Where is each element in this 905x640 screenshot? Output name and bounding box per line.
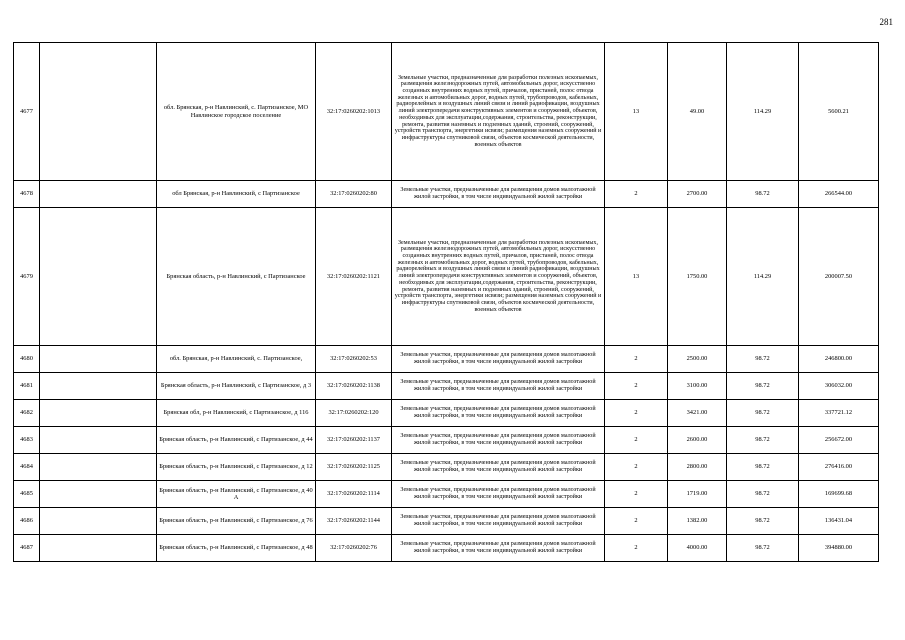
permitted-use-cell: Земельные участки, предназначенные для размещения домов малоэтажной жилой застройки, в том числе индивидуальной жилой застройки — [392, 427, 605, 454]
empty-cell — [40, 181, 157, 208]
area-cell: 1750.00 — [668, 208, 727, 346]
empty-cell — [40, 208, 157, 346]
cadastral-number-cell: 32:17:0260202:1013 — [316, 43, 392, 181]
empty-cell — [40, 454, 157, 481]
empty-cell — [40, 400, 157, 427]
use-group-cell: 2 — [605, 373, 668, 400]
permitted-use-cell: Земельные участки, предназначенные для размещения домов малоэтажной жилой застройки, в том числе индивидуальной жилой застройки — [392, 181, 605, 208]
address-cell: обл. Брянская, р-н Навлинский, с. Партизанское, МО Навлинское городское поселение — [157, 43, 316, 181]
row-number: 4679 — [14, 208, 40, 346]
area-cell: 2500.00 — [668, 346, 727, 373]
cadastral-number-cell: 32:17:0260202:1137 — [316, 427, 392, 454]
cadastral-value-cell: 306032.00 — [799, 373, 879, 400]
row-number: 4683 — [14, 427, 40, 454]
table-row — [14, 535, 879, 562]
empty-cell — [40, 508, 157, 535]
use-group-cell: 2 — [605, 400, 668, 427]
cadastral-number-cell: 32:17:0260202:1138 — [316, 373, 392, 400]
empty-cell — [40, 346, 157, 373]
area-cell: 3421.00 — [668, 400, 727, 427]
cadastral-number-cell: 32:17:0260202:1144 — [316, 508, 392, 535]
specific-value-cell: 98.72 — [727, 181, 799, 208]
permitted-use-cell: Земельные участки, предназначенные для разработки полезных ископаемых, размещения железнодорожных путей, автомобильных дорог, искусственно созданных внутренних водных путей, причалов, пристаней, полос отвода железных и автомобильных дорог, водных путей, трубопроводов, кабельных, радиорелейных и воздушных линий связи и линий радиофикации, воздушных линий электропередачи конструктивных элементов и сооружений, объектов, необходимых для эксплуатации,содержания, строительства, реконструкции, ремонта, развития наземных и подземных зданий, строений, сооружений, устройств транспорта, энергетики исвязи; размещения наземных сооружений и инфраструктуры спутниковой связи, объектов космической деятельности, военных объектов — [392, 43, 605, 181]
area-cell: 2600.00 — [668, 427, 727, 454]
use-group-cell: 2 — [605, 346, 668, 373]
specific-value-cell: 114.29 — [727, 208, 799, 346]
use-group-cell: 2 — [605, 481, 668, 508]
empty-cell — [40, 43, 157, 181]
row-number: 4685 — [14, 481, 40, 508]
table-row — [14, 346, 879, 373]
area-cell: 49.00 — [668, 43, 727, 181]
row-number: 4687 — [14, 535, 40, 562]
table-row — [14, 43, 879, 181]
use-group-cell: 2 — [605, 181, 668, 208]
address-cell: Брянская область, р-н Навлинский, с Партизанское, д 3 — [157, 373, 316, 400]
cadastral-value-cell: 136431.04 — [799, 508, 879, 535]
address-cell: обл. Брянская, р-н Навлинский, с. Партизанское, — [157, 346, 316, 373]
cadastral-number-cell: 32:17:0260202:76 — [316, 535, 392, 562]
cadastral-number-cell: 32:17:0260202:1114 — [316, 481, 392, 508]
cadastral-number-cell: 32:17:0260202:1121 — [316, 208, 392, 346]
permitted-use-cell: Земельные участки, предназначенные для размещения домов малоэтажной жилой застройки, в том числе индивидуальной жилой застройки — [392, 400, 605, 427]
specific-value-cell: 98.72 — [727, 535, 799, 562]
row-number: 4678 — [14, 181, 40, 208]
address-cell: Брянская обл, р-н Навлинский, с Партизанское, д 116 — [157, 400, 316, 427]
specific-value-cell: 98.72 — [727, 400, 799, 427]
specific-value-cell: 98.72 — [727, 373, 799, 400]
row-number: 4680 — [14, 346, 40, 373]
cadastral-number-cell: 32:17:0260202:1125 — [316, 454, 392, 481]
area-cell: 1719.00 — [668, 481, 727, 508]
cadastral-value-cell: 169699.68 — [799, 481, 879, 508]
table-row — [14, 427, 879, 454]
use-group-cell: 2 — [605, 535, 668, 562]
row-number: 4686 — [14, 508, 40, 535]
table-row — [14, 181, 879, 208]
cadastral-value-cell: 256672.00 — [799, 427, 879, 454]
empty-cell — [40, 481, 157, 508]
use-group-cell: 13 — [605, 208, 668, 346]
permitted-use-cell: Земельные участки, предназначенные для размещения домов малоэтажной жилой застройки, в том числе индивидуальной жилой застройки — [392, 454, 605, 481]
cadastral-value-cell: 337721.12 — [799, 400, 879, 427]
cadastral-number-cell: 32:17:0260202:80 — [316, 181, 392, 208]
specific-value-cell: 98.72 — [727, 508, 799, 535]
empty-cell — [40, 427, 157, 454]
address-cell: Брянская область, р-н Навлинский, с Партизанское, д 40 А — [157, 481, 316, 508]
specific-value-cell: 98.72 — [727, 481, 799, 508]
address-cell: Брянская область, р-н Навлинский, с Партизанское — [157, 208, 316, 346]
specific-value-cell: 98.72 — [727, 454, 799, 481]
cadastral-value-cell: 246800.00 — [799, 346, 879, 373]
area-cell: 2700.00 — [668, 181, 727, 208]
table-row — [14, 508, 879, 535]
area-cell: 2800.00 — [668, 454, 727, 481]
address-cell: Брянская область, р-н Навлинский, с Партизанское, д 12 — [157, 454, 316, 481]
empty-cell — [40, 373, 157, 400]
permitted-use-cell: Земельные участки, предназначенные для разработки полезных ископаемых, размещения железнодорожных путей, автомобильных дорог, искусственно созданных внутренних водных путей, причалов, пристаней, полос отвода железных и автомобильных дорог, водных путей, трубопроводов, кабельных, радиорелейных и воздушных линий связи и линий радиофикации, воздушных линий электропередачи конструктивных элементов и сооружений, объектов, необходимых для эксплуатации,содержания, строительства, реконструкции, ремонта, развития наземных и подземных зданий, строений, сооружений, устройств транспорта, энергетики исвязи; размещения наземных сооружений и инфраструктуры спутниковой связи, объектов космической деятельности, военных объектов — [392, 208, 605, 346]
table-row — [14, 454, 879, 481]
address-cell: обл Брянская, р-н Навлинский, с Партизанское — [157, 181, 316, 208]
cadastral-number-cell: 32:17:0260202:53 — [316, 346, 392, 373]
permitted-use-cell: Земельные участки, предназначенные для размещения домов малоэтажной жилой застройки, в том числе индивидуальной жилой застройки — [392, 481, 605, 508]
area-cell: 3100.00 — [668, 373, 727, 400]
permitted-use-cell: Земельные участки, предназначенные для размещения домов малоэтажной жилой застройки, в том числе индивидуальной жилой застройки — [392, 346, 605, 373]
row-number: 4682 — [14, 400, 40, 427]
permitted-use-cell: Земельные участки, предназначенные для размещения домов малоэтажной жилой застройки, в том числе индивидуальной жилой застройки — [392, 373, 605, 400]
address-cell: Брянская область, р-н Навлинский, с Партизанское, д 76 — [157, 508, 316, 535]
cadastral-value-cell: 394880.00 — [799, 535, 879, 562]
row-number: 4684 — [14, 454, 40, 481]
specific-value-cell: 98.72 — [727, 427, 799, 454]
table-row — [14, 481, 879, 508]
row-number: 4681 — [14, 373, 40, 400]
address-cell: Брянская область, р-н Навлинский, с Партизанское, д 44 — [157, 427, 316, 454]
area-cell: 4000.00 — [668, 535, 727, 562]
specific-value-cell: 98.72 — [727, 346, 799, 373]
cadastral-value-cell: 5600.21 — [799, 43, 879, 181]
table-row — [14, 208, 879, 346]
use-group-cell: 2 — [605, 427, 668, 454]
land-registry-table — [13, 42, 879, 562]
use-group-cell: 2 — [605, 454, 668, 481]
page-number: 281 — [879, 17, 893, 27]
empty-cell — [40, 535, 157, 562]
specific-value-cell: 114.29 — [727, 43, 799, 181]
cadastral-value-cell: 200007.50 — [799, 208, 879, 346]
permitted-use-cell: Земельные участки, предназначенные для размещения домов малоэтажной жилой застройки, в том числе индивидуальной жилой застройки — [392, 535, 605, 562]
permitted-use-cell: Земельные участки, предназначенные для размещения домов малоэтажной жилой застройки, в том числе индивидуальной жилой застройки — [392, 508, 605, 535]
address-cell: Брянская область, р-н Навлинский, с Партизанское, д 48 — [157, 535, 316, 562]
use-group-cell: 13 — [605, 43, 668, 181]
area-cell: 1382.00 — [668, 508, 727, 535]
table-row — [14, 373, 879, 400]
cadastral-value-cell: 276416.00 — [799, 454, 879, 481]
table-row — [14, 400, 879, 427]
cadastral-number-cell: 32:17:0260202:120 — [316, 400, 392, 427]
row-number: 4677 — [14, 43, 40, 181]
use-group-cell: 2 — [605, 508, 668, 535]
cadastral-value-cell: 266544.00 — [799, 181, 879, 208]
